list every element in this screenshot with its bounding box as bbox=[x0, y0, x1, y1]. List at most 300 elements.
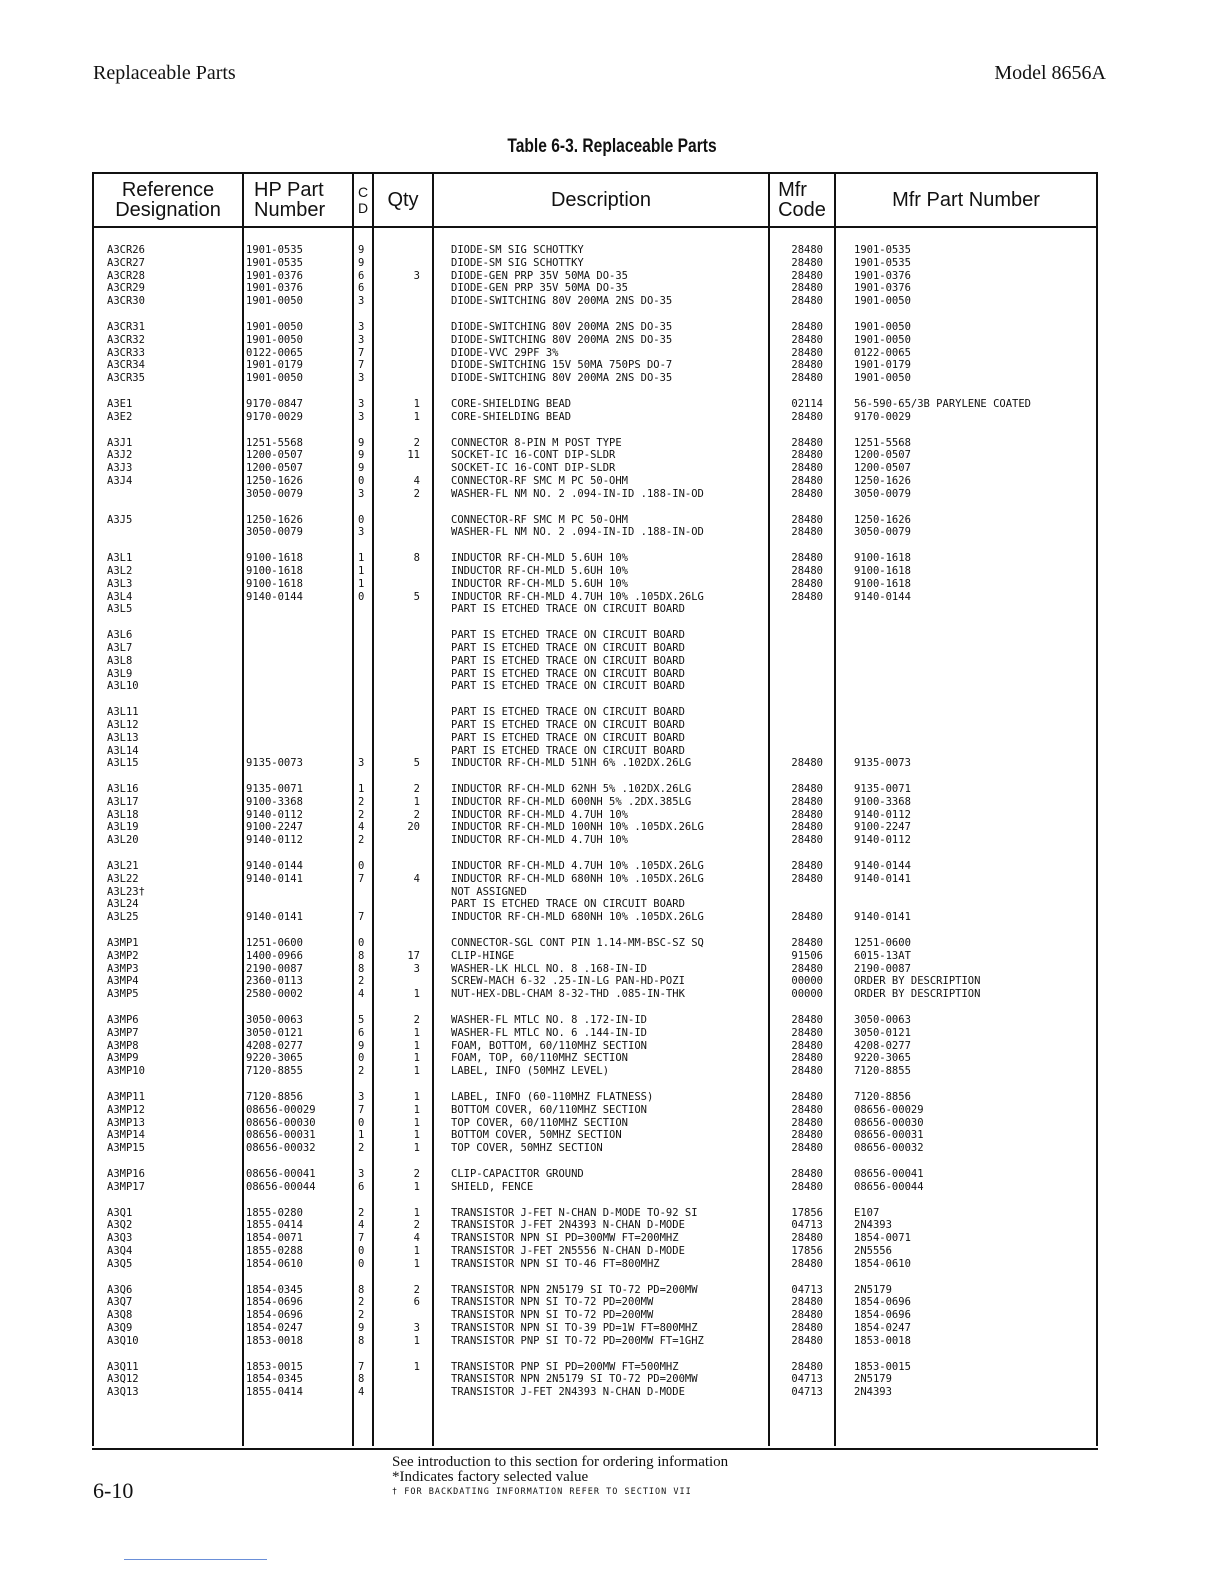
hp-part-number: 9140-0141 bbox=[246, 872, 303, 885]
column-header-description bbox=[434, 174, 768, 226]
hp-part-number: 9140-0112 bbox=[246, 808, 303, 821]
header-line: Qty bbox=[387, 189, 419, 211]
table-row bbox=[92, 462, 1098, 475]
mfr-part-number: 1901-0179 bbox=[854, 359, 911, 372]
quantity: 1 bbox=[413, 1091, 420, 1104]
reference-designation: A3CR34 bbox=[107, 359, 145, 372]
row-group bbox=[92, 706, 1098, 770]
mfr-part-number: 9140-0144 bbox=[854, 860, 911, 873]
column-header-mfr-code bbox=[770, 174, 834, 226]
reference-designation: A3L10 bbox=[107, 680, 139, 693]
table-row bbox=[92, 1219, 1098, 1232]
mfr-part-number: E107 bbox=[854, 1206, 880, 1219]
cd-digit: 2 bbox=[358, 975, 365, 988]
hp-part-number: 1901-0050 bbox=[246, 333, 303, 346]
cd-digit: 3 bbox=[358, 526, 365, 539]
reference-designation: A3L21 bbox=[107, 860, 139, 873]
quantity: 1 bbox=[413, 1129, 420, 1142]
mfr-code: 28480 bbox=[791, 834, 823, 847]
mfr-code: 28480 bbox=[791, 244, 823, 256]
table-row bbox=[92, 411, 1098, 424]
cd-digit: 6 bbox=[358, 269, 365, 282]
row-group bbox=[92, 1091, 1098, 1155]
mfr-part-number: 9140-0141 bbox=[854, 911, 911, 924]
description: SHIELD, FENCE bbox=[451, 1180, 534, 1193]
hp-part-number: 1855-0288 bbox=[246, 1245, 303, 1257]
hp-part-number: 2190-0087 bbox=[246, 962, 303, 975]
cd-digit: 3 bbox=[358, 320, 365, 333]
table-row bbox=[92, 488, 1098, 501]
table-row bbox=[92, 629, 1098, 642]
cd-digit: 2 bbox=[358, 808, 365, 821]
cd-digit: 0 bbox=[358, 860, 365, 873]
description: INDUCTOR RF-CH-MLD 5.6UH 10% bbox=[451, 577, 629, 590]
hp-part-number: 7120-8855 bbox=[246, 1065, 303, 1078]
description: CLIP-CAPACITOR GROUND bbox=[451, 1168, 584, 1181]
hp-part-number: 9170-0847 bbox=[246, 397, 303, 410]
mfr-code: 28480 bbox=[791, 1116, 823, 1129]
table-row bbox=[92, 1258, 1098, 1271]
cd-digit: 4 bbox=[358, 1219, 365, 1232]
description: DIODE-SWITCHING 80V 200MA 2NS DO-35 bbox=[451, 320, 673, 333]
mfr-code: 28480 bbox=[791, 359, 823, 372]
hp-part-number: 3050-0063 bbox=[246, 1014, 303, 1027]
hp-part-number: 1901-0376 bbox=[246, 269, 303, 282]
mfr-part-number: 1251-5568 bbox=[854, 436, 911, 449]
description: INDUCTOR RF-CH-MLD 5.6UH 10% bbox=[451, 552, 629, 565]
running-header-left: Replaceable Parts bbox=[93, 62, 236, 84]
table-row bbox=[92, 898, 1098, 911]
mfr-part-number: 1200-0507 bbox=[854, 449, 911, 462]
table-row bbox=[92, 1052, 1098, 1065]
hp-part-number: 1200-0507 bbox=[246, 449, 303, 462]
reference-designation: A3MP6 bbox=[107, 1014, 139, 1027]
description: CLIP-HINGE bbox=[451, 949, 515, 962]
table-row bbox=[92, 1386, 1098, 1399]
cd-digit: 2 bbox=[358, 834, 365, 847]
description: INDUCTOR RF-CH-MLD 62NH 5% .102DX.26LG bbox=[451, 783, 692, 796]
description: INDUCTOR RF-CH-MLD 680NH 10% .105DX.26LG bbox=[451, 911, 704, 924]
description: CONNECTOR-SGL CONT PIN 1.14-MM-BSC-SZ SQ bbox=[451, 937, 704, 950]
mfr-code: 28480 bbox=[791, 795, 823, 808]
cd-digit: 2 bbox=[358, 795, 365, 808]
mfr-part-number: 1901-0535 bbox=[854, 256, 911, 269]
description: BOTTOM COVER, 60/110MHZ SECTION bbox=[451, 1103, 647, 1116]
mfr-part-number: 9100-1618 bbox=[854, 564, 911, 577]
mfr-code: 17856 bbox=[791, 1206, 823, 1219]
description: TRANSISTOR NPN SI PD=300MW FT=200MHZ bbox=[451, 1232, 679, 1245]
cd-digit: 7 bbox=[358, 1360, 365, 1373]
mfr-part-number: 56-590-65/3B PARYLENE COATED bbox=[854, 397, 1032, 410]
hp-part-number: 1854-0071 bbox=[246, 1232, 303, 1245]
description: PART IS ETCHED TRACE ON CIRCUIT BOARD bbox=[451, 667, 685, 680]
cd-digit: 8 bbox=[358, 949, 365, 962]
cd-digit: 7 bbox=[358, 1103, 365, 1116]
reference-designation: A3CR30 bbox=[107, 295, 145, 308]
description: CONNECTOR 8-PIN M POST TYPE bbox=[451, 436, 622, 449]
reference-designation: A3E1 bbox=[107, 397, 133, 410]
quantity: 1 bbox=[413, 1103, 420, 1116]
footer-notes bbox=[392, 1455, 728, 1499]
description: WASHER-LK HLCL NO. 8 .168-IN-ID bbox=[451, 962, 647, 975]
description: TRANSISTOR NPN SI TO-72 PD=200MW bbox=[451, 1296, 654, 1309]
mfr-code: 28480 bbox=[791, 808, 823, 821]
hp-part-number: 4208-0277 bbox=[246, 1039, 303, 1052]
quantity: 1 bbox=[413, 410, 420, 423]
description: TRANSISTOR J-FET 2N5556 N-CHAN D-MODE bbox=[451, 1245, 685, 1257]
mfr-part-number: 9140-0112 bbox=[854, 808, 911, 821]
description: TRANSISTOR PNP SI PD=200MW FT=500MHZ bbox=[451, 1360, 679, 1373]
description: DIODE-SWITCHING 80V 200MA 2NS DO-35 bbox=[451, 333, 673, 346]
cd-digit: 7 bbox=[358, 872, 365, 885]
description: DIODE-SWITCHING 15V 50MA 750PS DO-7 bbox=[451, 359, 673, 372]
quantity: 1 bbox=[413, 1116, 420, 1129]
description: TOP COVER, 50MHZ SECTION bbox=[451, 1142, 603, 1155]
mfr-part-number: 9140-0141 bbox=[854, 872, 911, 885]
reference-designation: A3L5 bbox=[107, 603, 133, 616]
reference-designation: A3L7 bbox=[107, 641, 133, 654]
hp-part-number: 9140-0144 bbox=[246, 590, 303, 603]
mfr-code: 28480 bbox=[791, 1129, 823, 1142]
reference-designation: A3CR28 bbox=[107, 269, 145, 282]
description: DIODE-VVC 29PF 3% bbox=[451, 346, 559, 359]
hp-part-number: 08656-00044 bbox=[246, 1180, 316, 1193]
description: PART IS ETCHED TRACE ON CIRCUIT BOARD bbox=[451, 744, 685, 757]
header-rule bbox=[92, 226, 1098, 228]
description: INDUCTOR RF-CH-MLD 5.6UH 10% bbox=[451, 564, 629, 577]
reference-designation: A3J2 bbox=[107, 449, 133, 462]
hp-part-number: 1901-0050 bbox=[246, 295, 303, 308]
table-row bbox=[92, 552, 1098, 565]
reference-designation: A3MP17 bbox=[107, 1180, 145, 1193]
hp-part-number: 08656-00031 bbox=[246, 1129, 316, 1142]
ordering-note: See introduction to this section for ordering information bbox=[392, 1454, 729, 1470]
description: NOT ASSIGNED bbox=[451, 885, 527, 898]
table-row bbox=[92, 1296, 1098, 1309]
table-row bbox=[92, 270, 1098, 283]
mfr-code: 28480 bbox=[791, 1309, 823, 1322]
cd-digit: 9 bbox=[358, 436, 365, 449]
mfr-part-number: 08656-00029 bbox=[854, 1103, 924, 1116]
mfr-part-number: 1901-0376 bbox=[854, 282, 911, 295]
mfr-code: 28480 bbox=[791, 962, 823, 975]
table-row bbox=[92, 1207, 1098, 1220]
mfr-part-number: 2N5179 bbox=[854, 1283, 892, 1296]
description: SOCKET-IC 16-CONT DIP-SLDR bbox=[451, 449, 616, 462]
table-row bbox=[92, 745, 1098, 758]
table-row bbox=[92, 873, 1098, 886]
quantity: 20 bbox=[407, 821, 420, 834]
table-row bbox=[92, 809, 1098, 822]
reference-designation: A3L8 bbox=[107, 654, 133, 667]
mfr-part-number: 1853-0015 bbox=[854, 1360, 911, 1373]
description: TRANSISTOR J-FET N-CHAN D-MODE TO-92 SI bbox=[451, 1206, 698, 1219]
reference-designation: A3Q13 bbox=[107, 1386, 139, 1399]
table-row bbox=[92, 975, 1098, 988]
cd-digit: 3 bbox=[358, 410, 365, 423]
reference-designation: A3MP12 bbox=[107, 1103, 145, 1116]
reference-designation: A3L11 bbox=[107, 706, 139, 719]
table-row bbox=[92, 706, 1098, 719]
mfr-part-number: 9135-0073 bbox=[854, 757, 911, 770]
mfr-part-number: 2N5179 bbox=[854, 1373, 892, 1386]
hp-part-number: 2580-0002 bbox=[246, 988, 303, 1001]
table-row bbox=[92, 603, 1098, 616]
reference-designation: A3MP10 bbox=[107, 1065, 145, 1078]
mfr-code: 04713 bbox=[791, 1386, 823, 1399]
row-group bbox=[92, 244, 1098, 308]
row-group bbox=[92, 1014, 1098, 1078]
reference-designation: A3L1 bbox=[107, 552, 133, 565]
mfr-code: 00000 bbox=[791, 975, 823, 988]
hp-part-number: 1251-5568 bbox=[246, 436, 303, 449]
reference-designation: A3CR35 bbox=[107, 372, 145, 385]
row-group bbox=[92, 514, 1098, 540]
quantity: 4 bbox=[413, 872, 420, 885]
cd-digit: 6 bbox=[358, 282, 365, 295]
cd-digit: 4 bbox=[358, 821, 365, 834]
hp-part-number: 1855-0280 bbox=[246, 1206, 303, 1219]
mfr-part-number: 3050-0063 bbox=[854, 1014, 911, 1027]
quantity: 5 bbox=[413, 757, 420, 770]
reference-designation: A3CR27 bbox=[107, 256, 145, 269]
hp-part-number: 1855-0414 bbox=[246, 1219, 303, 1232]
column-header-qty bbox=[374, 174, 432, 226]
cd-digit: 9 bbox=[358, 1321, 365, 1334]
cd-digit: 9 bbox=[358, 244, 365, 256]
table-row bbox=[92, 449, 1098, 462]
mfr-part-number: 08656-00044 bbox=[854, 1180, 924, 1193]
reference-designation: A3MP7 bbox=[107, 1026, 139, 1039]
mfr-part-number: 9140-0144 bbox=[854, 590, 911, 603]
hp-part-number: 1901-0050 bbox=[246, 372, 303, 385]
table-row bbox=[92, 514, 1098, 527]
mfr-code: 28480 bbox=[791, 590, 823, 603]
mfr-part-number: 1901-0050 bbox=[854, 320, 911, 333]
description: TRANSISTOR NPN 2N5179 SI TO-72 PD=200MW bbox=[451, 1283, 698, 1296]
description: DIODE-SM SIG SCHOTTKY bbox=[451, 244, 584, 256]
table-row bbox=[92, 1142, 1098, 1155]
quantity: 1 bbox=[413, 1026, 420, 1039]
reference-designation: A3L14 bbox=[107, 744, 139, 757]
mfr-part-number: 1853-0018 bbox=[854, 1334, 911, 1347]
mfr-code: 28480 bbox=[791, 410, 823, 423]
description: WASHER-FL MTLC NO. 6 .144-IN-ID bbox=[451, 1026, 647, 1039]
reference-designation: A3Q9 bbox=[107, 1321, 133, 1334]
reference-designation: A3L13 bbox=[107, 731, 139, 744]
mfr-part-number: 9100-2247 bbox=[854, 821, 911, 834]
quantity: 4 bbox=[413, 474, 420, 487]
cd-digit: 0 bbox=[358, 474, 365, 487]
quantity: 4 bbox=[413, 1232, 420, 1245]
table-row bbox=[92, 655, 1098, 668]
cd-digit: 1 bbox=[358, 783, 365, 796]
mfr-part-number: 1901-0050 bbox=[854, 372, 911, 385]
table-row bbox=[92, 1361, 1098, 1374]
cd-digit: 2 bbox=[358, 1206, 365, 1219]
mfr-code: 28480 bbox=[791, 462, 823, 475]
description: FOAM, TOP, 60/110MHZ SECTION bbox=[451, 1052, 629, 1065]
cd-digit: 7 bbox=[358, 359, 365, 372]
row-group bbox=[92, 1168, 1098, 1194]
mfr-part-number: 3050-0079 bbox=[854, 487, 911, 500]
mfr-code: 28480 bbox=[791, 487, 823, 500]
hp-part-number: 1400-0966 bbox=[246, 949, 303, 962]
hp-part-number: 9220-3065 bbox=[246, 1052, 303, 1065]
header-line: Code bbox=[778, 199, 826, 221]
reference-designation: A3L23† bbox=[107, 885, 145, 898]
mfr-part-number: 1901-0050 bbox=[854, 333, 911, 346]
quantity: 2 bbox=[413, 1283, 420, 1296]
reference-designation: A3L3 bbox=[107, 577, 133, 590]
row-group bbox=[92, 398, 1098, 424]
column-header-cd bbox=[354, 174, 372, 226]
cd-digit: 5 bbox=[358, 1014, 365, 1027]
reference-designation: A3L16 bbox=[107, 783, 139, 796]
hp-part-number: 08656-00029 bbox=[246, 1103, 316, 1116]
mfr-code: 28480 bbox=[791, 320, 823, 333]
reference-designation: A3MP9 bbox=[107, 1052, 139, 1065]
mfr-part-number: ORDER BY DESCRIPTION bbox=[854, 975, 981, 988]
row-group bbox=[92, 1284, 1098, 1348]
quantity: 2 bbox=[413, 783, 420, 796]
mfr-code: 28480 bbox=[791, 449, 823, 462]
description: INDUCTOR RF-CH-MLD 4.7UH 10% bbox=[451, 834, 629, 847]
hp-part-number: 1901-0179 bbox=[246, 359, 303, 372]
table-row bbox=[92, 757, 1098, 770]
running-header-right: Model 8656A bbox=[994, 62, 1106, 84]
mfr-part-number: 7120-8855 bbox=[854, 1065, 911, 1078]
mfr-code: 28480 bbox=[791, 1014, 823, 1027]
hp-part-number: 9140-0141 bbox=[246, 911, 303, 924]
mfr-part-number: 08656-00032 bbox=[854, 1142, 924, 1155]
reference-designation: A3MP11 bbox=[107, 1091, 145, 1104]
row-group bbox=[92, 783, 1098, 847]
header-line: C bbox=[357, 184, 369, 200]
mfr-part-number: 0122-0065 bbox=[854, 346, 911, 359]
mfr-part-number: 9100-1618 bbox=[854, 552, 911, 565]
table-row bbox=[92, 860, 1098, 873]
reference-designation: A3MP13 bbox=[107, 1116, 145, 1129]
mfr-code: 04713 bbox=[791, 1373, 823, 1386]
mfr-code: 28480 bbox=[791, 577, 823, 590]
mfr-code: 28480 bbox=[791, 436, 823, 449]
mfr-code: 28480 bbox=[791, 872, 823, 885]
cd-digit: 7 bbox=[358, 346, 365, 359]
row-group bbox=[92, 552, 1098, 616]
table-row bbox=[92, 295, 1098, 308]
hp-part-number: 1901-0535 bbox=[246, 244, 303, 256]
hp-part-number: 3050-0079 bbox=[246, 487, 303, 500]
reference-designation: A3Q4 bbox=[107, 1245, 133, 1257]
reference-designation: A3L4 bbox=[107, 590, 133, 603]
mfr-code: 28480 bbox=[791, 1232, 823, 1245]
column-header-mfr-part-number bbox=[836, 174, 1096, 226]
mfr-part-number: 1901-0050 bbox=[854, 295, 911, 308]
table-row bbox=[92, 937, 1098, 950]
description: TRANSISTOR NPN SI TO-39 PD=1W FT=800MHZ bbox=[451, 1321, 698, 1334]
table-row bbox=[92, 591, 1098, 604]
mfr-code: 28480 bbox=[791, 474, 823, 487]
reference-designation: A3MP3 bbox=[107, 962, 139, 975]
quantity: 1 bbox=[413, 1180, 420, 1193]
reference-designation: A3J1 bbox=[107, 436, 133, 449]
mfr-part-number: 6015-13AT bbox=[854, 949, 911, 962]
description: PART IS ETCHED TRACE ON CIRCUIT BOARD bbox=[451, 629, 685, 642]
table-row bbox=[92, 526, 1098, 539]
table-row bbox=[92, 1232, 1098, 1245]
table-row bbox=[92, 359, 1098, 372]
reference-designation: A3Q3 bbox=[107, 1232, 133, 1245]
mfr-part-number: 2N5556 bbox=[854, 1245, 892, 1257]
quantity: 1 bbox=[413, 1142, 420, 1155]
description: CORE-SHIELDING BEAD bbox=[451, 397, 572, 410]
mfr-part-number: 7120-8856 bbox=[854, 1091, 911, 1104]
hp-part-number: 2360-0113 bbox=[246, 975, 303, 988]
hp-part-number: 9140-0112 bbox=[246, 834, 303, 847]
hp-part-number: 0122-0065 bbox=[246, 346, 303, 359]
quantity: 2 bbox=[413, 487, 420, 500]
mfr-code: 28480 bbox=[791, 1142, 823, 1155]
cd-digit: 2 bbox=[358, 1309, 365, 1322]
description: CONNECTOR-RF SMC M PC 50-OHM bbox=[451, 513, 629, 526]
table-row bbox=[92, 783, 1098, 796]
quantity: 2 bbox=[413, 1014, 420, 1027]
table-row bbox=[92, 821, 1098, 834]
table-row bbox=[92, 668, 1098, 681]
mfr-part-number: 1854-0610 bbox=[854, 1257, 911, 1270]
mfr-code: 28480 bbox=[791, 256, 823, 269]
description: INDUCTOR RF-CH-MLD 4.7UH 10% .105DX.26LG bbox=[451, 590, 704, 603]
reference-designation: A3MP4 bbox=[107, 975, 139, 988]
mfr-part-number: 1854-0696 bbox=[854, 1296, 911, 1309]
hp-part-number: 9100-2247 bbox=[246, 821, 303, 834]
table-row bbox=[92, 911, 1098, 924]
hp-part-number: 1854-0610 bbox=[246, 1257, 303, 1270]
reference-designation: A3MP16 bbox=[107, 1168, 145, 1181]
reference-designation: A3L12 bbox=[107, 718, 139, 731]
mfr-part-number: 1854-0247 bbox=[854, 1321, 911, 1334]
description: PART IS ETCHED TRACE ON CIRCUIT BOARD bbox=[451, 731, 685, 744]
quantity: 1 bbox=[413, 1065, 420, 1078]
header-line: Designation bbox=[115, 199, 221, 221]
table-row bbox=[92, 1373, 1098, 1386]
cd-digit: 4 bbox=[358, 1386, 365, 1399]
mfr-code: 00000 bbox=[791, 988, 823, 1001]
mfr-part-number: 1200-0507 bbox=[854, 462, 911, 475]
reference-designation: A3Q2 bbox=[107, 1219, 133, 1232]
hp-part-number: 1200-0507 bbox=[246, 462, 303, 475]
hp-part-number: 3050-0079 bbox=[246, 526, 303, 539]
table-row bbox=[92, 1129, 1098, 1142]
description: PART IS ETCHED TRACE ON CIRCUIT BOARD bbox=[451, 603, 685, 616]
hp-part-number: 1901-0050 bbox=[246, 320, 303, 333]
table-row bbox=[92, 1027, 1098, 1040]
table-row bbox=[92, 834, 1098, 847]
description: SCREW-MACH 6-32 .25-IN-LG PAN-HD-POZI bbox=[451, 975, 685, 988]
mfr-code: 28480 bbox=[791, 1052, 823, 1065]
description: TRANSISTOR NPN SI TO-72 PD=200MW bbox=[451, 1309, 654, 1322]
cd-digit: 0 bbox=[358, 1116, 365, 1129]
hp-part-number: 08656-00041 bbox=[246, 1168, 316, 1181]
table-row bbox=[92, 372, 1098, 385]
bottom-rule bbox=[124, 1559, 267, 1560]
mfr-code: 28480 bbox=[791, 295, 823, 308]
table-row bbox=[92, 1284, 1098, 1297]
cd-digit: 8 bbox=[358, 1283, 365, 1296]
cd-digit: 7 bbox=[358, 1232, 365, 1245]
mfr-part-number: 9135-0071 bbox=[854, 783, 911, 796]
